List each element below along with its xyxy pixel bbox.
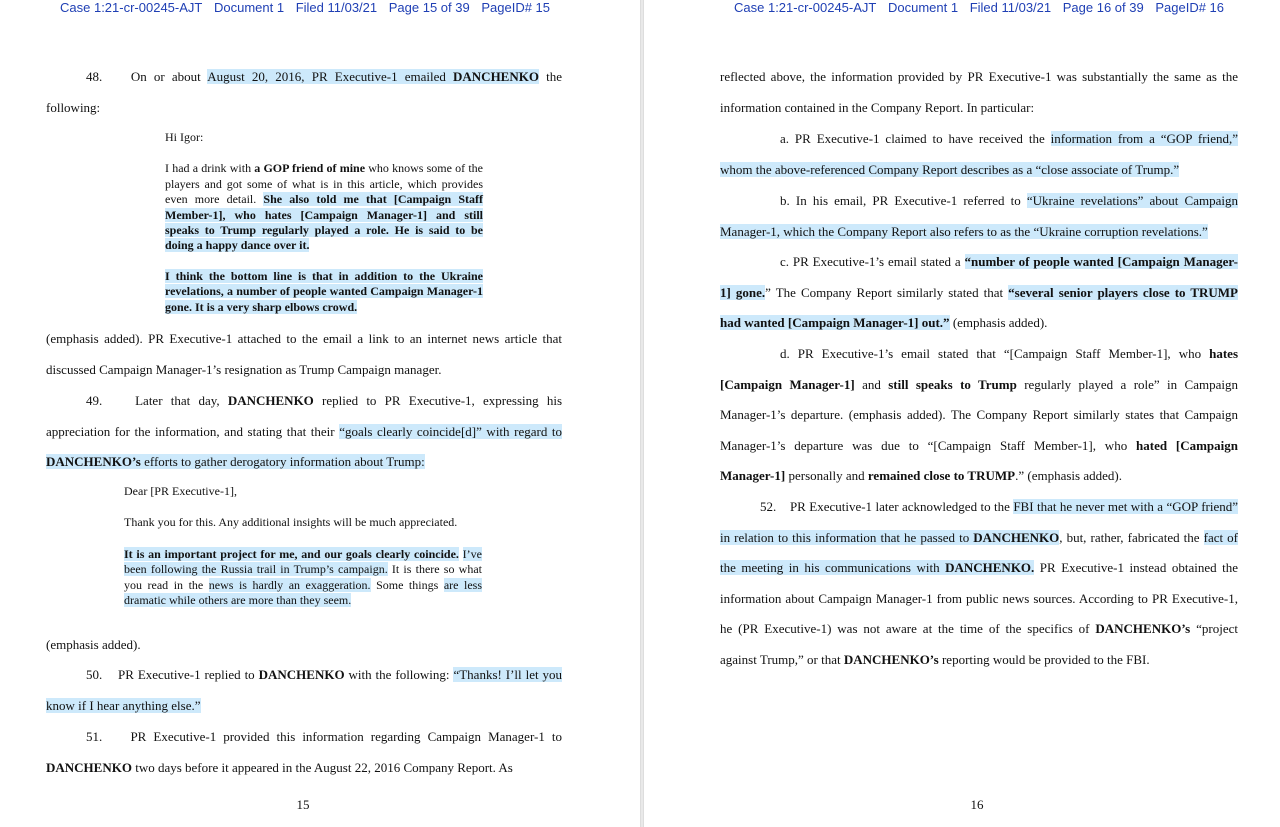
item-c: c. PR Executive-1’s email stated a “number of people wanted [Campaign Manager-1] gone.” The Company Report similarly stated that “several senior players close to TRUMP had wanted [Campaign Manager-1] out.” (emphasis added).: [720, 254, 1238, 331]
page-count: Page 15 of 39: [388, 0, 470, 15]
item-d: d. PR Executive-1’s email stated that “[Campaign Staff Member-1], who hates [Campaign Manager-1] and still speaks to Trump regularly played a role” in Campaign Manager-1’s departure. (emphasis added). The Company Report similarly states that Campaign Manager-1’s departure was due to “[Campaign Staff Member-1], who hated [Campaign Manager-1] personally and remained close to TRUMP.” (emphasis added).: [720, 346, 1238, 484]
filed-date: Filed 11/03/21: [295, 0, 378, 15]
paragraph-51-continued: reflected above, the information provided by PR Executive-1 was substantially the same as the information contained in the Company Report. In particular:: [720, 69, 1238, 115]
item-a: a. PR Executive-1 claimed to have received the information from a “GOP friend,” whom the above-referenced Company Report describes as a “close associate of Trump.”: [720, 131, 1238, 177]
paragraph-48: 48. On or about August 20, 2016, PR Executive-1 emailed DANCHENKO the following:: [46, 69, 563, 115]
paragraph-49: 49. Later that day, DANCHENKO replied to PR Executive-1, expressing his appreciation for the information, and stating that their “goals clearly coincide[d]” with regard to DANCHENKO’s efforts to gather derogatory information about Trump:: [46, 393, 563, 470]
email-body: I had a drink with a GOP friend of mine who knows some of the players and got some of what is in this article, which provides even more detail. She also told me that [Campaign Staff Member-1], who hates [Campaign Manager-1] and still speaks to Trump regularly played a role. He is said to be doing a happy dance over it.: [165, 161, 484, 253]
paragraph-52: 52. PR Executive-1 later acknowledged to the FBI that he never met with a “GOP friend” in relation to this information that he passed to DANCHENKO, but, rather, fabricated the fact of the meeting in his communications with DANCHENKO. PR Executive-1 instead obtained the information about Campaign Manager-1 from public news sources. According to PR Executive-1, he (PR Executive-1) was not aware at the time of the specifics of DANCHENKO’s “project against Trump,” or that DANCHENKO’s reporting would be provided to the FBI.: [720, 499, 1239, 667]
email-greeting: Dear [PR Executive-1],: [124, 484, 237, 498]
page-count: Page 16 of 39: [1062, 0, 1144, 15]
email-quote-2: [124, 484, 482, 608]
emphasis-note: (emphasis added).: [46, 637, 141, 652]
page-id: PageID# 16: [1155, 0, 1225, 15]
page-number: 15: [296, 797, 310, 812]
paragraph-50: 50. PR Executive-1 replied to DANCHENKO with the following: “Thanks! I’ll let you know if I hear anything else.”: [46, 667, 563, 713]
email-greeting: Hi Igor:: [165, 130, 204, 144]
filed-date: Filed 11/03/21: [969, 0, 1052, 15]
email-thanks: Thank you for this. Any additional insights will be much appreciated.: [124, 515, 458, 530]
case-number: Case 1:21-cr-00245-AJT: [734, 0, 877, 15]
page-number: 16: [970, 797, 984, 812]
paragraph-48-continued: (emphasis added). PR Executive-1 attached to the email a link to an internet news article that discussed Campaign Manager-1’s resignation as Trump Campaign manager.: [46, 331, 562, 377]
page-header: [60, 0, 558, 15]
page-16: [644, 0, 1280, 827]
case-number: Case 1:21-cr-00245-AJT: [60, 0, 203, 15]
paragraph-51: 51. PR Executive-1 provided this information regarding Campaign Manager-1 to DANCHENKO two days before it appeared in the August 22, 2016 Company Report. As: [46, 729, 562, 775]
page-header: [734, 0, 1232, 15]
document-number: Document 1: [887, 0, 959, 15]
page-id: PageID# 15: [481, 0, 551, 15]
email-bottom-line: I think the bottom line is that in addition to the Ukraine revelations, a number of people wanted Campaign Manager-1 gone. It is a very sharp elbows crowd.: [165, 268, 483, 314]
item-b: b. In his email, PR Executive-1 referred to “Ukraine revelations” about Campaign Manager-1, which the Company Report also refers to as the “Ukraine corruption revelations.”: [720, 193, 1238, 239]
document-number: Document 1: [213, 0, 285, 15]
email-body: It is an important project for me, and our goals clearly coincide. I’ve been following the Russia trail in Trump’s campaign. It is there so what you read in the news is hardly an exaggeration. Some things are less dramatic while others are more than they seem.: [124, 546, 483, 608]
email-quote-1: [165, 130, 483, 315]
